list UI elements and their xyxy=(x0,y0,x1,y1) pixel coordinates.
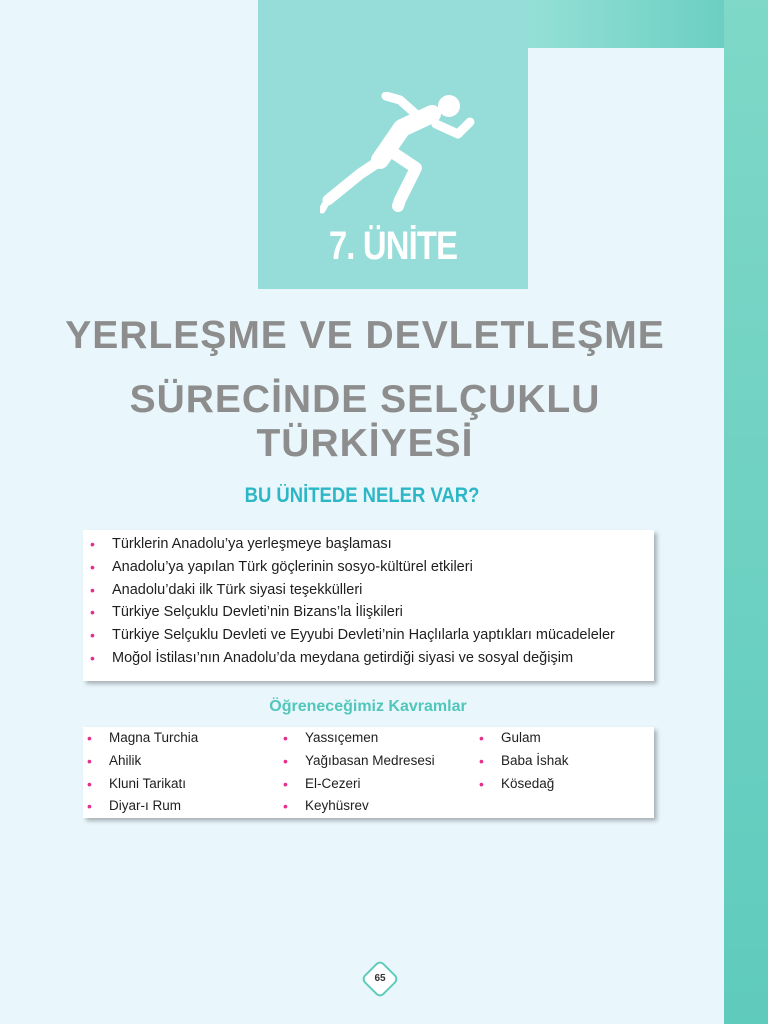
concept-item xyxy=(85,727,198,750)
bullet-icon: • xyxy=(87,730,92,746)
concept-item xyxy=(477,773,569,796)
page-title-line-2: SÜRECİNDE SELÇUKLU TÜRKİYESİ xyxy=(129,378,601,465)
list-item-text: Anadolu’ya yapılan Türk göçlerinin sosyo-kültürel etkileri xyxy=(112,558,473,575)
section-heading: BU ÜNİTEDE NELER VAR? xyxy=(244,484,480,507)
list-item xyxy=(88,556,654,579)
list-item-text: Anadolu’daki ilk Türk siyasi teşekkülleri xyxy=(112,581,363,598)
bullet-icon: • xyxy=(90,558,95,575)
concept-text: Diyar-ı Rum xyxy=(109,798,182,814)
concept-text: Keyhüsrev xyxy=(305,798,369,814)
concept-text: Ahilik xyxy=(109,752,142,768)
concept-item xyxy=(477,750,569,773)
list-item xyxy=(88,647,654,670)
bullet-icon: • xyxy=(90,536,95,552)
topics-box xyxy=(83,530,654,681)
side-accent-band xyxy=(724,0,768,1024)
topics-list xyxy=(83,530,654,670)
bullet-icon: • xyxy=(87,775,92,792)
concept-text: Magna Turchia xyxy=(109,730,199,745)
bullet-icon: • xyxy=(479,775,484,792)
bullet-icon: • xyxy=(283,775,288,792)
concept-item xyxy=(281,727,435,750)
bullet-icon: • xyxy=(90,627,95,644)
concept-text: Baba İshak xyxy=(501,752,569,768)
bullet-icon: • xyxy=(90,581,95,598)
bullet-icon: • xyxy=(87,752,92,769)
bullet-icon: • xyxy=(479,730,484,746)
concept-item xyxy=(477,727,569,750)
bullet-icon: • xyxy=(283,798,288,815)
list-item xyxy=(88,624,654,647)
concepts-column-1 xyxy=(85,727,198,818)
concepts-box xyxy=(83,727,654,818)
list-item-text: Türklerin Anadolu’ya yerleşmeye başlaması xyxy=(112,536,392,552)
concept-item xyxy=(281,795,435,818)
concept-item xyxy=(85,795,198,818)
bullet-icon: • xyxy=(283,752,288,769)
concept-text: El-Cezeri xyxy=(305,775,361,791)
concept-item xyxy=(281,773,435,796)
concept-text: Kösedağ xyxy=(501,775,555,791)
concept-text: Kluni Tarikatı xyxy=(109,775,187,791)
concepts-column-3 xyxy=(477,727,569,795)
list-item xyxy=(88,533,654,556)
page-number: 65 xyxy=(374,973,386,984)
page-number-badge xyxy=(359,958,401,1000)
list-item-text: Türkiye Selçuklu Devleti ve Eyyubi Devleti’nin Haçlılarla yaptıkları mücadeleler xyxy=(112,627,615,644)
concept-item xyxy=(281,750,435,773)
concept-item xyxy=(85,773,198,796)
page-title-line-1: YERLEŞME VE DEVLETLEŞME xyxy=(65,314,665,357)
concept-text: Gulam xyxy=(501,730,541,745)
bullet-icon: • xyxy=(283,730,288,746)
list-item-text: Türkiye Selçuklu Devleti’nin Bizans’la İlişkileri xyxy=(112,604,403,621)
bullet-icon: • xyxy=(87,798,92,815)
bullet-icon: • xyxy=(90,604,95,621)
bullet-icon: • xyxy=(90,649,95,666)
bullet-icon: • xyxy=(479,752,484,769)
unit-hero-panel xyxy=(258,0,528,289)
concept-item xyxy=(85,750,198,773)
concepts-heading: Öğreneceğimiz Kavramlar xyxy=(269,698,467,715)
list-item-text: Moğol İstilası’nın Anadolu’da meydana getirdiği siyasi ve sosyal değişim xyxy=(112,649,574,666)
concept-text: Yassıçemen xyxy=(305,730,379,745)
list-item xyxy=(88,601,654,624)
list-item xyxy=(88,579,654,602)
concepts-column-2 xyxy=(281,727,435,818)
concept-text: Yağıbasan Medresesi xyxy=(305,752,435,768)
unit-label: 7. ÜNİTE xyxy=(328,224,458,268)
runner-icon xyxy=(320,92,476,214)
